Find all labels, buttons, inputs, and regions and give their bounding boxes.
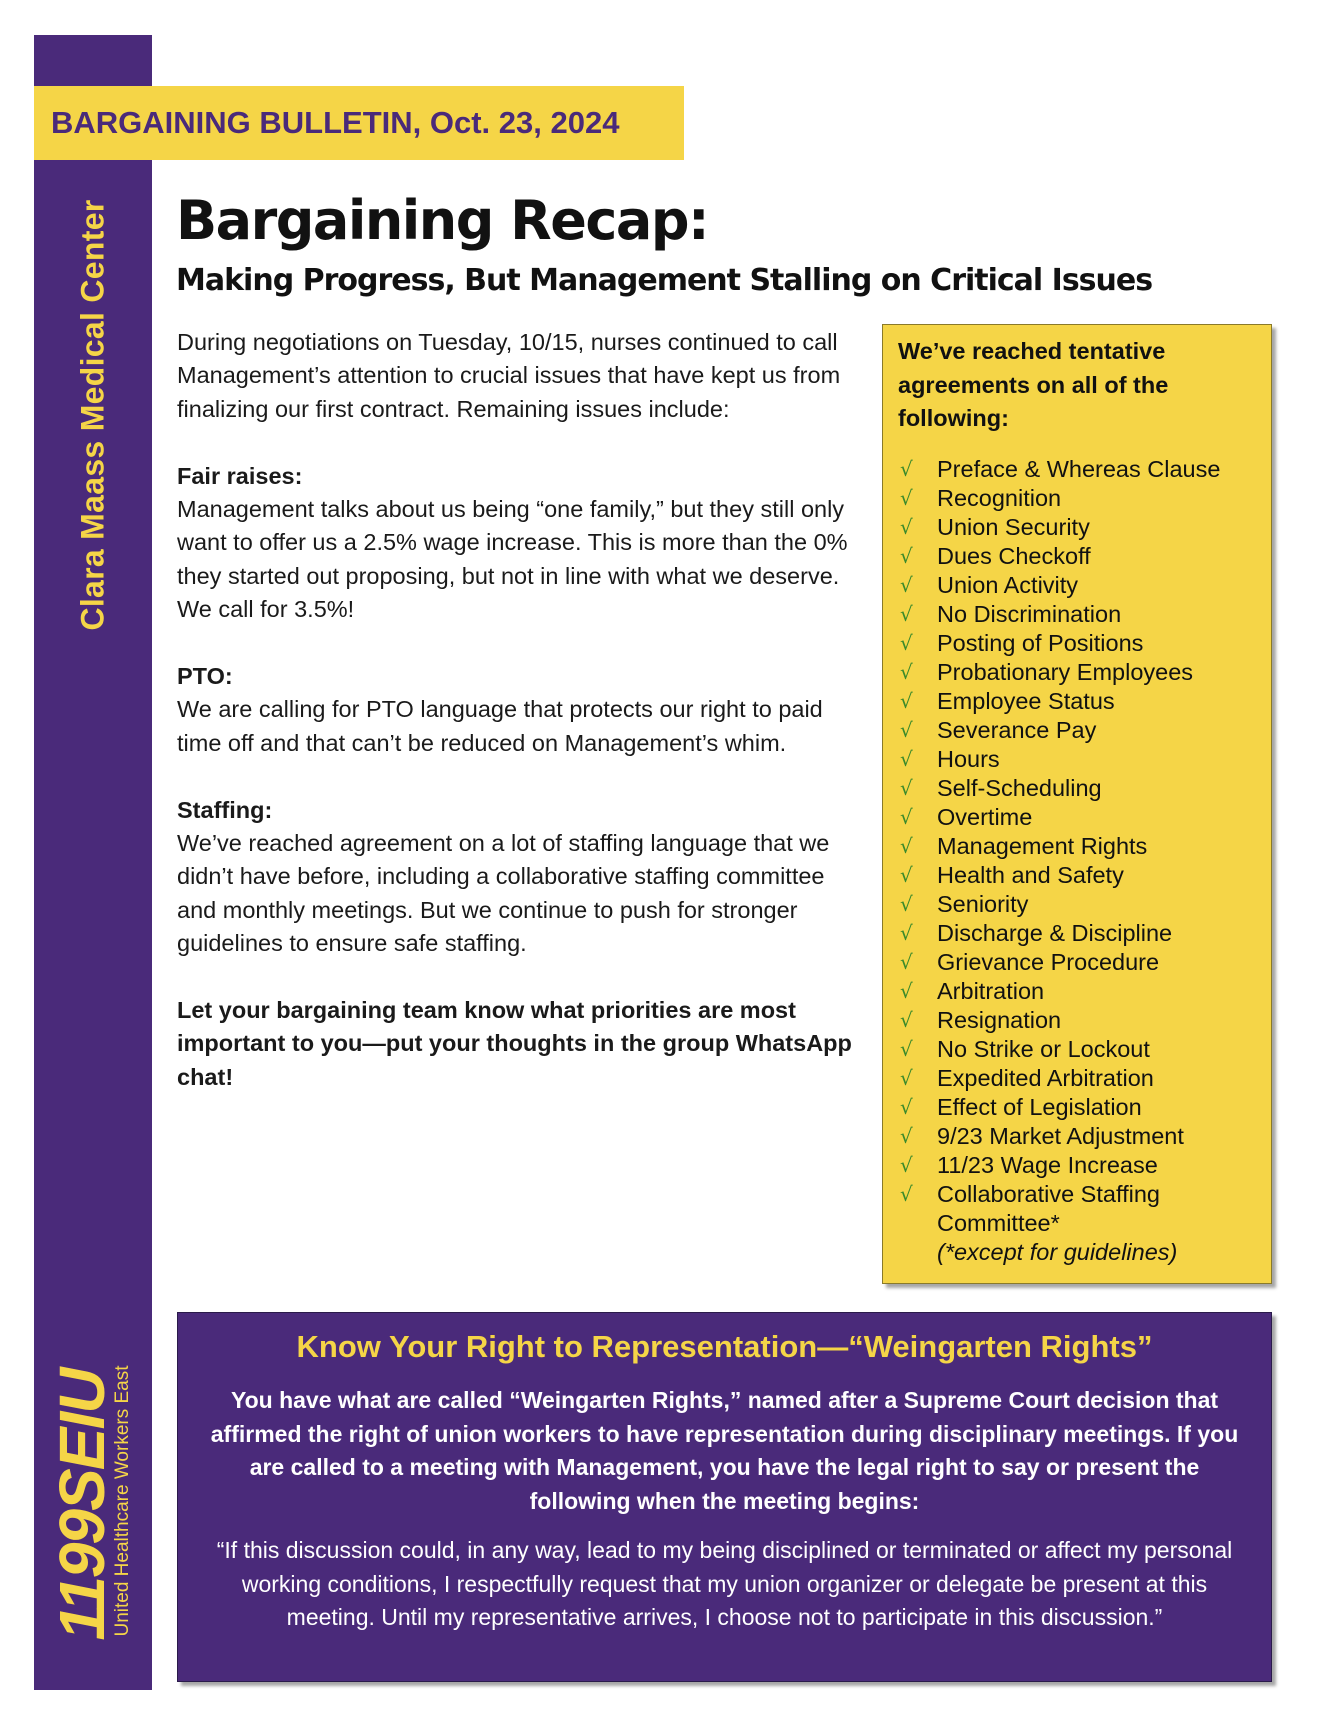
section-heading-pto: PTO: bbox=[177, 663, 233, 690]
agreement-item bbox=[898, 1151, 1257, 1180]
agreement-item bbox=[898, 600, 1257, 629]
check-icon: √ bbox=[900, 804, 913, 829]
section-heading-staffing: Staffing: bbox=[177, 796, 273, 823]
agreement-item bbox=[898, 803, 1257, 832]
agreement-item-label: No Discrimination bbox=[937, 600, 1122, 627]
agreement-item-label: Dues Checkoff bbox=[937, 542, 1091, 569]
agreement-item-label: Effect of Legislation bbox=[937, 1093, 1142, 1120]
agreement-item-label: Discharge & Discipline bbox=[937, 919, 1173, 946]
bulletin-banner bbox=[34, 86, 684, 160]
agreement-item-label: Union Activity bbox=[937, 571, 1079, 598]
weingarten-quote: “If this discussion could, in any way, lead to my being disciplined or terminated or affect my personal working conditions, I respectfully request that my union organizer or delegate be present at this meeting. Until my representative arrives, I choose not to participate in this discussion.” bbox=[216, 1537, 1233, 1630]
agreement-note-row bbox=[898, 1238, 1257, 1267]
union-logo-text: 1199SEIU bbox=[46, 1369, 118, 1641]
check-icon: √ bbox=[900, 978, 913, 1003]
agreement-item bbox=[898, 484, 1257, 513]
intro-paragraph: During negotiations on Tuesday, 10/15, nurses continued to call Management’s attention to crucial issues that have kept us from finalizing our first contract. Remaining issues include: bbox=[177, 329, 841, 422]
section-text-pto: We are calling for PTO language that protects our right to paid time off and that can’t be reduced on Management’s whim. bbox=[177, 696, 823, 756]
check-icon: √ bbox=[900, 601, 913, 626]
check-icon: √ bbox=[900, 949, 913, 974]
agreement-item-label: Preface & Whereas Clause bbox=[937, 455, 1221, 482]
agreement-item bbox=[898, 861, 1257, 890]
agreement-item bbox=[898, 919, 1257, 948]
agreement-item-label: Employee Status bbox=[937, 687, 1115, 714]
agreement-item-label: Union Security bbox=[937, 513, 1090, 540]
agreement-item-label: Expedited Arbitration bbox=[937, 1064, 1154, 1091]
check-icon: √ bbox=[900, 717, 913, 742]
agreement-item bbox=[898, 542, 1257, 571]
check-icon: √ bbox=[900, 1123, 913, 1148]
check-icon: √ bbox=[900, 659, 913, 684]
agreement-item bbox=[898, 1064, 1257, 1093]
call-to-action: Let your bargaining team know what priorities are most important to you—put your thoughts in the group WhatsApp chat! bbox=[177, 997, 852, 1090]
agreement-item bbox=[898, 1122, 1257, 1151]
page-title: Bargaining Recap: bbox=[176, 189, 709, 252]
check-icon: √ bbox=[900, 1181, 913, 1206]
agreement-item bbox=[898, 716, 1257, 745]
agreement-item-label: Management Rights bbox=[937, 832, 1148, 859]
agreements-box bbox=[882, 324, 1272, 1284]
check-icon: √ bbox=[900, 746, 913, 771]
agreement-item-label: Overtime bbox=[937, 803, 1033, 830]
agreement-item bbox=[898, 890, 1257, 919]
page-subtitle: Making Progress, But Management Stalling on Critical Issues bbox=[176, 263, 1153, 298]
agreements-heading: We’ve reached tentative agreements on all of the following: bbox=[898, 338, 1169, 431]
agreement-item bbox=[898, 774, 1257, 803]
agreement-item bbox=[898, 455, 1257, 484]
agreement-item-label: Posting of Positions bbox=[937, 629, 1144, 656]
agreement-item-label: 9/23 Market Adjustment bbox=[937, 1122, 1184, 1149]
agreement-item-label: Seniority bbox=[937, 890, 1029, 917]
section-text-staffing: We’ve reached agreement on a lot of staffing language that we didn’t have before, including a collaborative staffing committee and monthly meetings. But we continue to push for stronger guidelines to ensure safe staffing. bbox=[177, 830, 830, 957]
agreement-item-label: 11/23 Wage Increase bbox=[937, 1151, 1158, 1178]
section-text-raises: Management talks about us being “one family,” but they still only want to offer us a 2.5% wage increase. This is more than the 0% they started out proposing, but not in line with what we deserve. We call for 3.5%! bbox=[177, 496, 848, 623]
agreement-item bbox=[898, 1035, 1257, 1064]
section-heading-raises: Fair raises: bbox=[177, 462, 303, 489]
bulletin-banner-text: BARGAINING BULLETIN, Oct. 23, 2024 bbox=[51, 105, 620, 140]
agreement-item bbox=[898, 948, 1257, 977]
agreement-item bbox=[898, 629, 1257, 658]
check-icon: √ bbox=[900, 1036, 913, 1061]
agreement-item-label: Probationary Employees bbox=[937, 658, 1194, 685]
union-logo-subtitle: United Healthcare Workers East bbox=[112, 1365, 133, 1637]
agreement-item-label: Collaborative Staffing Committee* bbox=[937, 1180, 1160, 1236]
agreement-item bbox=[898, 1006, 1257, 1035]
organization-name-text: Clara Maass Medical Center bbox=[74, 199, 111, 631]
agreement-item bbox=[898, 687, 1257, 716]
check-icon: √ bbox=[900, 514, 913, 539]
agreement-note: (*except for guidelines) bbox=[937, 1238, 1178, 1265]
agreements-list bbox=[898, 455, 1257, 1267]
weingarten-title: Know Your Right to Representation—“Weingarten Rights” bbox=[296, 1329, 1153, 1364]
agreement-item-label: Resignation bbox=[937, 1006, 1062, 1033]
agreement-item-label: No Strike or Lockout bbox=[937, 1035, 1150, 1062]
agreement-item bbox=[898, 571, 1257, 600]
check-icon: √ bbox=[900, 891, 913, 916]
agreement-item bbox=[898, 1093, 1257, 1122]
main-article bbox=[177, 326, 867, 1094]
agreement-item-label: Hours bbox=[937, 745, 1000, 772]
agreement-item bbox=[898, 513, 1257, 542]
check-icon: √ bbox=[900, 630, 913, 655]
agreement-item-label: Self-Scheduling bbox=[937, 774, 1102, 801]
agreement-item bbox=[898, 832, 1257, 861]
agreement-item-label: Arbitration bbox=[937, 977, 1045, 1004]
agreement-item bbox=[898, 658, 1257, 687]
check-icon: √ bbox=[900, 1094, 913, 1119]
check-icon: √ bbox=[900, 456, 913, 481]
agreement-item-label: Severance Pay bbox=[937, 716, 1097, 743]
check-icon: √ bbox=[900, 1152, 913, 1177]
agreement-item bbox=[898, 745, 1257, 774]
check-icon: √ bbox=[900, 862, 913, 887]
check-icon: √ bbox=[900, 1065, 913, 1090]
agreement-item-label: Grievance Procedure bbox=[937, 948, 1160, 975]
check-icon: √ bbox=[900, 485, 913, 510]
check-icon: √ bbox=[900, 775, 913, 800]
check-icon: √ bbox=[900, 572, 913, 597]
agreement-item-label: Health and Safety bbox=[937, 861, 1124, 888]
check-icon: √ bbox=[900, 543, 913, 568]
agreement-item bbox=[898, 977, 1257, 1006]
check-icon: √ bbox=[900, 1007, 913, 1032]
check-icon: √ bbox=[900, 920, 913, 945]
weingarten-rights-box bbox=[177, 1312, 1272, 1682]
check-icon: √ bbox=[900, 833, 913, 858]
weingarten-body: You have what are called “Weingarten Rights,” named after a Supreme Court decision that affirmed the right of union workers to have representation during disciplinary meetings. If you are called to a meeting with Management, you have the legal right to say or present the following when the meeting begins: bbox=[210, 1387, 1239, 1514]
agreement-item bbox=[898, 1180, 1257, 1238]
check-icon: √ bbox=[900, 688, 913, 713]
agreement-item-label: Recognition bbox=[937, 484, 1062, 511]
